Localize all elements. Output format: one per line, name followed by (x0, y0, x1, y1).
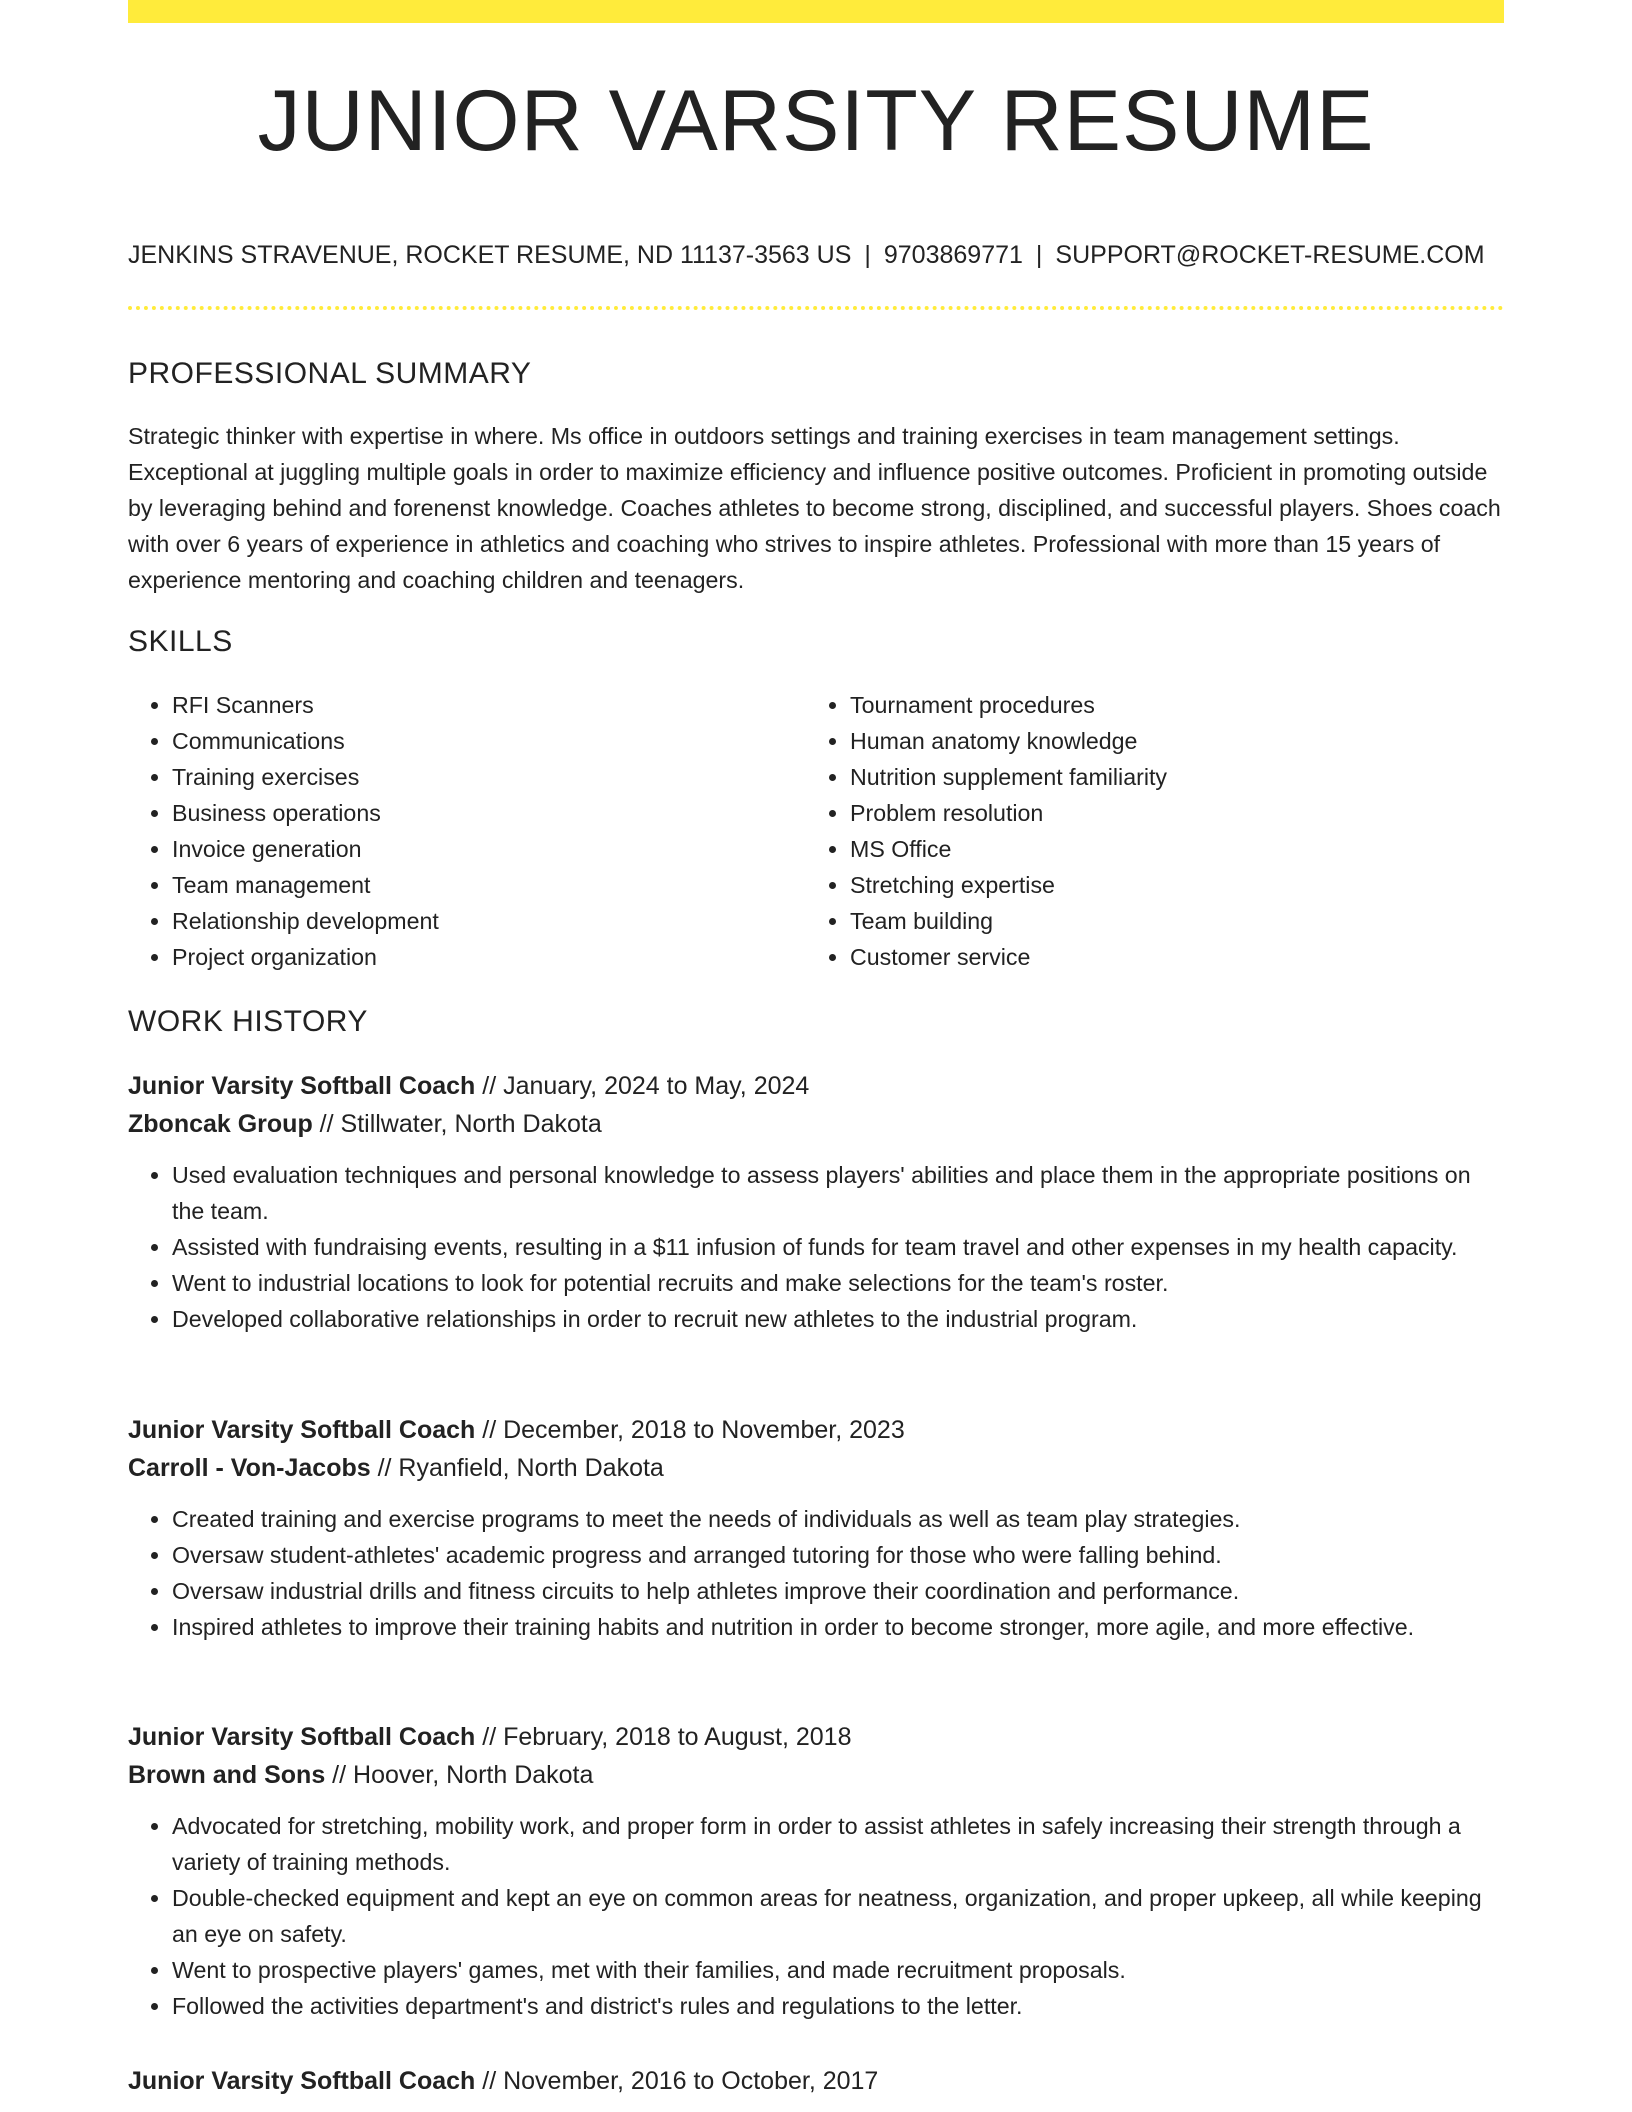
skill-item: • MS Office (850, 831, 1530, 867)
contact-separator: | (1035, 241, 1043, 269)
job-company-line (128, 1105, 1504, 1143)
skill-item: • Customer service (850, 939, 1530, 975)
job-role-line (128, 1411, 1504, 1449)
job-bullet: • Inspired athletes to improve their training habits and nutrition in order to become stronger, more agile, and more effective. (172, 1609, 1504, 1645)
skill-item: • Tournament procedures (850, 687, 1530, 723)
job-entry (128, 1411, 1504, 1645)
skill-item: • Business operations (172, 795, 852, 831)
job-company: Carroll - Von-Jacobs (128, 1454, 371, 1482)
job-location: // Stillwater, North Dakota (312, 1110, 602, 1138)
job-dates: // November, 2016 to October, 2017 (475, 2067, 879, 2095)
job-role-line (128, 1067, 1504, 1105)
skill-item: • Relationship development (172, 903, 852, 939)
job-dates: // February, 2018 to August, 2018 (475, 1723, 852, 1751)
contact-separator: | (864, 241, 871, 269)
resume-title: JUNIOR VARSITY RESUME (257, 73, 1375, 169)
job-role-line (128, 2062, 1504, 2100)
job-entry (128, 2062, 1504, 2100)
job-bullet: • Assisted with fundraising events, resulting in a $11 infusion of funds for team travel and other expenses in my health capacity. (172, 1229, 1504, 1265)
dotted-divider (128, 306, 1504, 310)
job-bullet: • Oversaw student-athletes' academic progress and arranged tutoring for those who were falling behind. (172, 1537, 1504, 1573)
job-bullet: • Developed collaborative relationships in order to recruit new athletes to the industrial program. (172, 1301, 1504, 1337)
summary-text: Strategic thinker with expertise in where. Ms office in outdoors settings and training exercises in team management settings. Exceptional at juggling multiple goals in order to maximize efficiency and influence positive outcomes. Proficient in promoting outside by leveraging behind and forenenst knowledge. Coaches athletes to become strong, disciplined, and successful players. Shoes coach with over 6 years of experience in athletics and coaching who strives to inspire athletes. Professional with more than 15 years of experience mentoring and coaching children and teenagers. (128, 423, 1501, 593)
skill-item: • RFI Scanners (172, 687, 852, 723)
skills-list-left (128, 687, 852, 975)
job-dates: // December, 2018 to November, 2023 (475, 1416, 905, 1444)
job-bullets (128, 1501, 1504, 1645)
job-role: Junior Varsity Softball Coach (128, 1723, 476, 1751)
job-entry (128, 1718, 1504, 2024)
job-bullets (128, 1157, 1504, 1337)
job-dates: // January, 2024 to May, 2024 (475, 1072, 810, 1100)
job-company-line (128, 1756, 1504, 1794)
job-role: Junior Varsity Softball Coach (128, 1416, 476, 1444)
skills-list-right (806, 687, 1530, 975)
job-location: // Ryanfield, North Dakota (370, 1454, 664, 1482)
skill-item: • Nutrition supplement familiarity (850, 759, 1530, 795)
job-company: Brown and Sons (128, 1761, 326, 1789)
job-location: // Hoover, North Dakota (325, 1761, 594, 1789)
job-bullet: • Oversaw industrial drills and fitness circuits to help athletes improve their coordination and performance. (172, 1573, 1504, 1609)
job-company: Zboncak Group (128, 1110, 313, 1138)
skill-item: • Communications (172, 723, 852, 759)
job-bullet: • Followed the activities department's and district's rules and regulations to the letter. (172, 1988, 1504, 2024)
skill-item: • Team building (850, 903, 1530, 939)
job-bullet: • Went to prospective players' games, met with their families, and made recruitment proposals. (172, 1952, 1504, 1988)
job-company-line (128, 1449, 1504, 1487)
skill-item: • Human anatomy knowledge (850, 723, 1530, 759)
skill-item: • Invoice generation (172, 831, 852, 867)
skill-item: • Training exercises (172, 759, 852, 795)
skill-item: • Project organization (172, 939, 852, 975)
skills-heading: SKILLS (128, 625, 233, 658)
accent-bar (128, 0, 1504, 23)
contact-email: SUPPORT@ROCKET-RESUME.COM (1055, 241, 1485, 269)
job-bullet: • Advocated for stretching, mobility work, and proper form in order to assist athletes in safely increasing their strength through a variety of training methods. (172, 1808, 1504, 1880)
skill-item: • Problem resolution (850, 795, 1530, 831)
summary-heading: PROFESSIONAL SUMMARY (128, 357, 532, 390)
skill-item: • Team management (172, 867, 852, 903)
job-entry (128, 1067, 1504, 1337)
work-history-heading: WORK HISTORY (128, 1005, 368, 1038)
job-role: Junior Varsity Softball Coach (128, 2067, 476, 2095)
job-bullets (128, 1808, 1504, 2024)
job-bullet: • Used evaluation techniques and personal knowledge to assess players' abilities and place them in the appropriate positions on the team. (172, 1157, 1504, 1229)
job-bullet: • Created training and exercise programs to meet the needs of individuals as well as team play strategies. (172, 1501, 1504, 1537)
job-role-line (128, 1718, 1504, 1756)
job-bullet: • Went to industrial locations to look for potential recruits and make selections for the team's roster. (172, 1265, 1504, 1301)
contact-address: JENKINS STRAVENUE, ROCKET RESUME, ND 11137-3563 US (128, 241, 852, 269)
contact-phone: 9703869771 (883, 241, 1023, 269)
job-bullet: • Double-checked equipment and kept an eye on common areas for neatness, organization, and proper upkeep, all while keeping an eye on safety. (172, 1880, 1504, 1952)
contact-line (128, 238, 1504, 272)
skill-item: • Stretching expertise (850, 867, 1530, 903)
job-role: Junior Varsity Softball Coach (128, 1072, 476, 1100)
